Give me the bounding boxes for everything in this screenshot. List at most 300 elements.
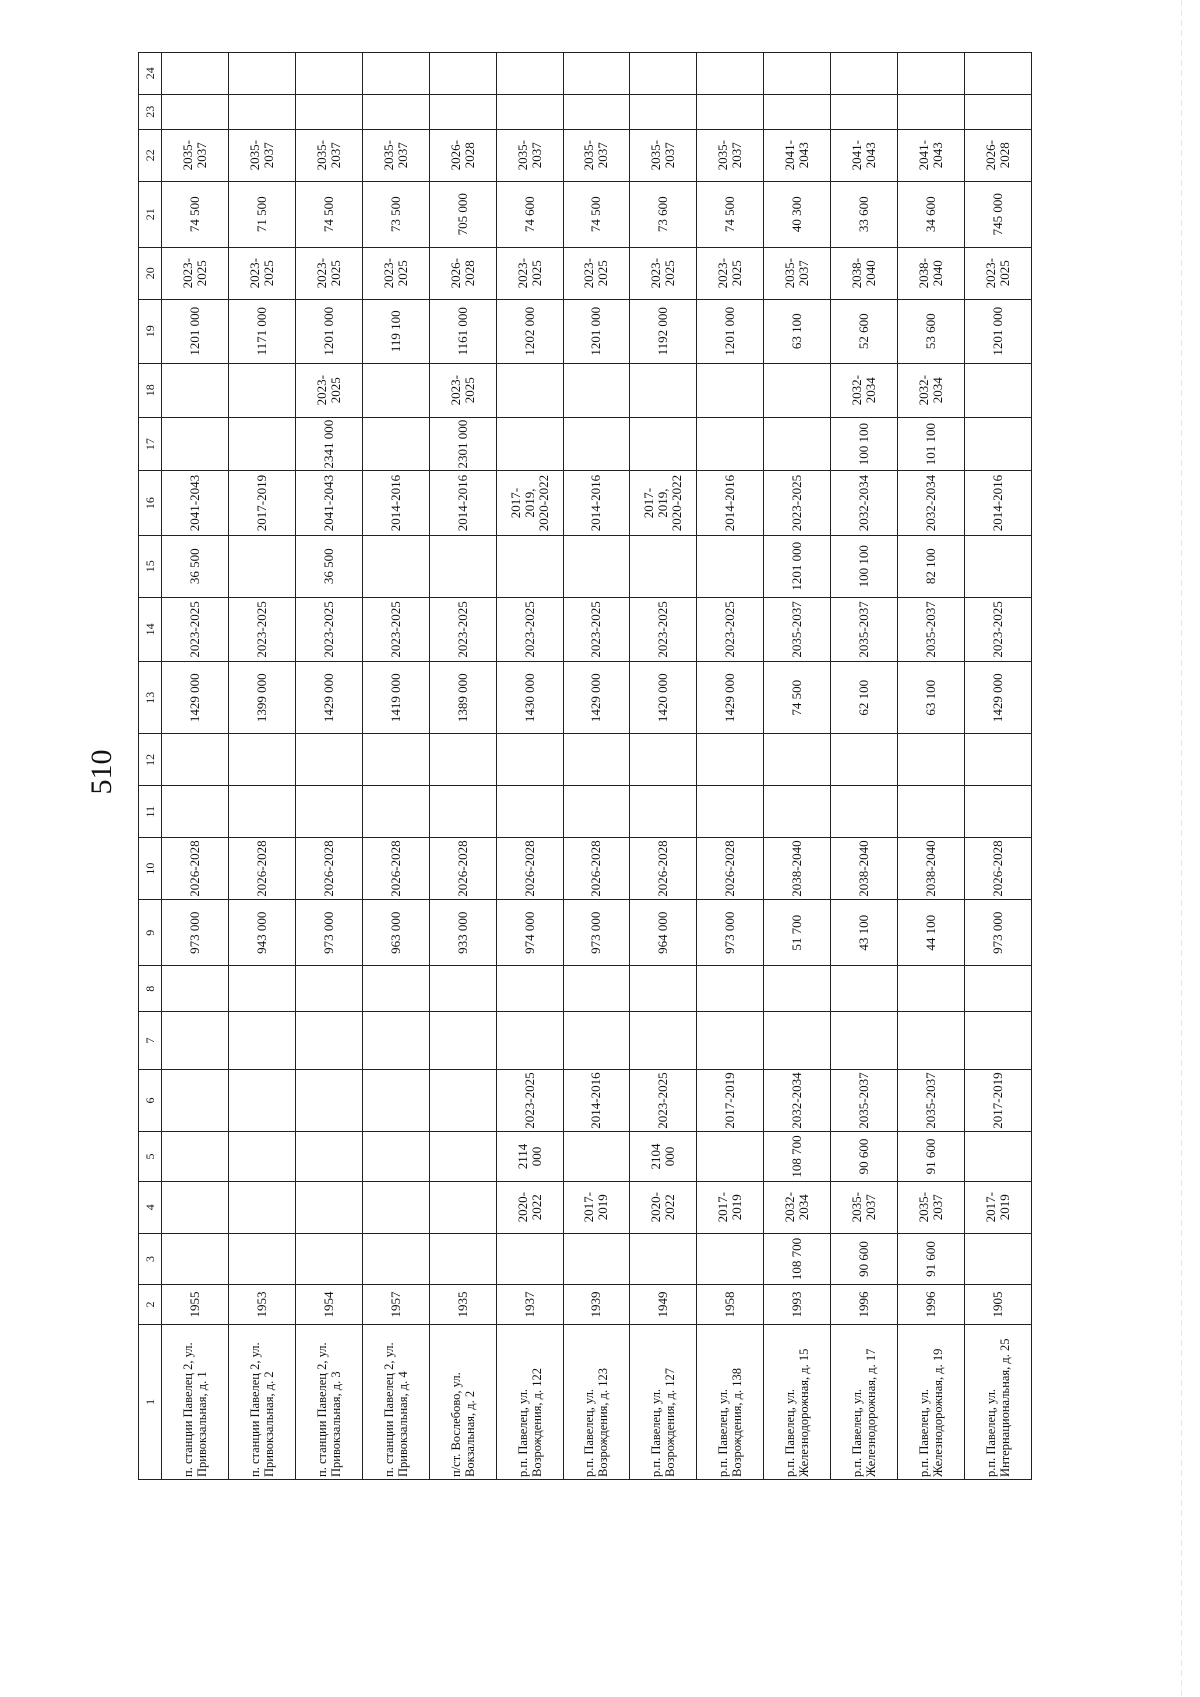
table-cell: [630, 94, 697, 129]
column-header: 6: [139, 1069, 162, 1131]
table-cell: [898, 786, 965, 838]
table-cell: 74 600: [496, 181, 563, 247]
column-header: 16: [139, 471, 162, 535]
table-cell: 2023-2025: [429, 363, 496, 417]
table-cell: [429, 786, 496, 838]
table-cell: 2041-2043: [898, 129, 965, 181]
table-cell: [764, 53, 831, 95]
table-cell: [429, 1132, 496, 1182]
table-cell: 91 600: [898, 1132, 965, 1182]
table-cell: [362, 53, 429, 95]
table-cell: 2035-2037: [697, 129, 764, 181]
table-cell: [496, 786, 563, 838]
table-row: [496, 53, 563, 1480]
table-cell: 2017-2019, 2020-2022: [630, 471, 697, 535]
table-cell: 2038-2040: [764, 838, 831, 900]
table-cell: [965, 1233, 1032, 1285]
table-cell: [898, 734, 965, 786]
table-cell: 74 500: [162, 181, 229, 247]
table-cell: 2035-2037: [362, 129, 429, 181]
table-cell: [630, 786, 697, 838]
table-cell: 52 600: [831, 299, 898, 363]
table-cell: 973 000: [162, 900, 229, 966]
table-cell: 2035-2037: [630, 129, 697, 181]
table-cell: [295, 734, 362, 786]
table-cell: [563, 786, 630, 838]
table-cell: [764, 734, 831, 786]
table-cell: 2023-2025: [295, 597, 362, 661]
address-cell: р.п. Павелец, ул. Железнодорожная, д. 19: [898, 1324, 965, 1479]
table-cell: [697, 786, 764, 838]
table-cell: [362, 786, 429, 838]
table-cell: [362, 1181, 429, 1233]
table-cell: 2023-2025: [965, 597, 1032, 661]
table-row: [697, 53, 764, 1480]
table-cell: [162, 1132, 229, 1182]
table-cell: 2017-2019: [697, 1181, 764, 1233]
table-cell: [965, 734, 1032, 786]
table-cell: 1201 000: [965, 299, 1032, 363]
table-cell: 2035-2037: [831, 597, 898, 661]
table-cell: [630, 417, 697, 471]
table-cell: [295, 1011, 362, 1069]
table-row: [898, 53, 965, 1480]
column-header: 9: [139, 900, 162, 966]
table-cell: 1954: [295, 1285, 362, 1324]
column-header: 18: [139, 363, 162, 417]
table-cell: [697, 417, 764, 471]
table-cell: 2035-2037: [898, 597, 965, 661]
table-cell: 1419 000: [362, 662, 429, 734]
address-cell: р.п. Павелец, ул. Возрождения, д. 138: [697, 1324, 764, 1479]
table-cell: [496, 966, 563, 1012]
table-cell: 63 100: [898, 662, 965, 734]
table-cell: 73 600: [630, 181, 697, 247]
table-cell: 2017-2019: [965, 1069, 1032, 1131]
table-cell: [362, 363, 429, 417]
table-cell: [563, 1132, 630, 1182]
table-cell: 2020-2022: [630, 1181, 697, 1233]
table-cell: 2032-2034: [898, 471, 965, 535]
table-cell: [496, 535, 563, 597]
table-cell: [228, 53, 295, 95]
table-cell: 2026-2028: [965, 838, 1032, 900]
table-cell: 91 600: [898, 1233, 965, 1285]
table-cell: 2023-2025: [496, 247, 563, 299]
table-row: [362, 53, 429, 1480]
table-cell: [831, 734, 898, 786]
table-cell: 705 000: [429, 181, 496, 247]
table-cell: [697, 535, 764, 597]
table-cell: 90 600: [831, 1132, 898, 1182]
table-cell: 1202 000: [496, 299, 563, 363]
table-cell: [295, 1233, 362, 1285]
table-cell: 100 100: [831, 417, 898, 471]
table-cell: [228, 1132, 295, 1182]
table-cell: 2038-2040: [898, 838, 965, 900]
table-cell: [228, 734, 295, 786]
table-cell: 100 100: [831, 535, 898, 597]
table-cell: 1905: [965, 1285, 1032, 1324]
table-cell: 2041-2043: [295, 471, 362, 535]
table-cell: 2035-2037: [162, 129, 229, 181]
table-cell: 2023-2025: [563, 597, 630, 661]
address-cell: р.п. Павелец, ул. Возрождения, д. 127: [630, 1324, 697, 1479]
table-cell: [965, 94, 1032, 129]
table-cell: 2104 000: [630, 1132, 697, 1182]
table-cell: 1958: [697, 1285, 764, 1324]
table-cell: [162, 966, 229, 1012]
table-cell: 1996: [898, 1285, 965, 1324]
address-cell: р.п. Павелец, ул. Интернациональная, д. 25: [965, 1324, 1032, 1479]
page-number: 510: [85, 749, 118, 795]
address-cell: р.п. Павелец, ул. Железнодорожная, д. 15: [764, 1324, 831, 1479]
table-cell: [228, 1011, 295, 1069]
table-cell: 1201 000: [764, 535, 831, 597]
table-container: [138, 52, 1032, 1480]
table-cell: 1957: [362, 1285, 429, 1324]
table-cell: 2017-2019: [697, 1069, 764, 1131]
table-cell: 2038-2040: [831, 247, 898, 299]
column-header: 24: [139, 53, 162, 95]
table-cell: [965, 1011, 1032, 1069]
table-cell: 2032-2034: [764, 1069, 831, 1131]
table-cell: 1420 000: [630, 662, 697, 734]
table-cell: 1935: [429, 1285, 496, 1324]
table-cell: [965, 786, 1032, 838]
table-cell: 933 000: [429, 900, 496, 966]
table-cell: 2032-2034: [831, 363, 898, 417]
table-cell: [496, 417, 563, 471]
table-cell: [697, 363, 764, 417]
table-cell: [764, 966, 831, 1012]
table-cell: 973 000: [697, 900, 764, 966]
table-cell: 2023-2025: [295, 363, 362, 417]
table-cell: [162, 53, 229, 95]
table-cell: 2023-2025: [630, 597, 697, 661]
table-cell: [630, 734, 697, 786]
table-cell: 2023-2025: [563, 247, 630, 299]
table-cell: 2014-2016: [697, 471, 764, 535]
table-cell: 2035-2037: [496, 129, 563, 181]
table-cell: 2035-2037: [831, 1181, 898, 1233]
table-cell: 1161 000: [429, 299, 496, 363]
table-cell: [831, 94, 898, 129]
address-cell: п. станции Павелец 2, ул. Привокзальная, д. 2: [228, 1324, 295, 1479]
table-cell: [630, 1011, 697, 1069]
table-cell: [362, 1011, 429, 1069]
table-cell: 74 500: [563, 181, 630, 247]
table-cell: [898, 966, 965, 1012]
table-cell: [697, 94, 764, 129]
table-cell: 2026-2028: [697, 838, 764, 900]
table-cell: [362, 535, 429, 597]
table-cell: 2023-2025: [630, 1069, 697, 1131]
column-header: 17: [139, 417, 162, 471]
table-cell: 74 500: [295, 181, 362, 247]
table-cell: [496, 94, 563, 129]
table-cell: [162, 786, 229, 838]
table-cell: 2035-2037: [831, 1069, 898, 1131]
table-cell: [831, 1011, 898, 1069]
table-row: [563, 53, 630, 1480]
table-cell: 2023-2025: [697, 247, 764, 299]
table-cell: [965, 53, 1032, 95]
table-cell: 973 000: [965, 900, 1032, 966]
table-cell: [162, 1011, 229, 1069]
table-cell: 2026-2028: [362, 838, 429, 900]
table-cell: 2023-2025: [630, 247, 697, 299]
table-cell: [162, 417, 229, 471]
table-cell: [496, 363, 563, 417]
scan-edge-line: [1181, 0, 1182, 1697]
table-cell: 36 500: [295, 535, 362, 597]
address-cell: п. станции Павелец 2, ул. Привокзальная, д. 3: [295, 1324, 362, 1479]
table-cell: 1955: [162, 1285, 229, 1324]
table-cell: 2014-2016: [362, 471, 429, 535]
table-cell: 1430 000: [496, 662, 563, 734]
table-cell: 2017-2019: [563, 1181, 630, 1233]
address-cell: р.п. Павелец, ул. Возрождения, д. 122: [496, 1324, 563, 1479]
table-body: [162, 53, 1032, 1480]
table-row: [831, 53, 898, 1480]
table-cell: [429, 1233, 496, 1285]
table-cell: 2026-2028: [496, 838, 563, 900]
column-header: 5: [139, 1132, 162, 1182]
column-header: 3: [139, 1233, 162, 1285]
table-cell: [162, 94, 229, 129]
table-cell: 51 700: [764, 900, 831, 966]
column-header: 8: [139, 966, 162, 1012]
table-cell: 74 500: [764, 662, 831, 734]
table-cell: 2014-2016: [563, 1069, 630, 1131]
table-cell: [295, 966, 362, 1012]
column-header: 1: [139, 1324, 162, 1479]
table-cell: [630, 1233, 697, 1285]
table-cell: [563, 1233, 630, 1285]
table-cell: [362, 1069, 429, 1131]
table-cell: 2035-2037: [228, 129, 295, 181]
table-cell: [563, 966, 630, 1012]
table-cell: 1429 000: [295, 662, 362, 734]
table-cell: 2023-2025: [228, 247, 295, 299]
table-cell: [831, 966, 898, 1012]
table-cell: [965, 535, 1032, 597]
table-cell: 2026-2028: [965, 129, 1032, 181]
table-cell: 1429 000: [563, 662, 630, 734]
table-cell: 43 100: [831, 900, 898, 966]
column-header: 10: [139, 838, 162, 900]
table-cell: [697, 1011, 764, 1069]
table-row: [162, 53, 229, 1480]
table-cell: [362, 1233, 429, 1285]
table-cell: 2023-2025: [496, 597, 563, 661]
table-cell: [697, 53, 764, 95]
table-cell: [898, 94, 965, 129]
table-cell: 119 100: [362, 299, 429, 363]
table-cell: [429, 734, 496, 786]
table-row: [429, 53, 496, 1480]
table-row: [228, 53, 295, 1480]
table-cell: [630, 363, 697, 417]
table-cell: [429, 1011, 496, 1069]
table-cell: 74 500: [697, 181, 764, 247]
table-cell: 2023-2025: [496, 1069, 563, 1131]
table-cell: [496, 53, 563, 95]
table-cell: [228, 363, 295, 417]
table-cell: 36 500: [162, 535, 229, 597]
table-cell: 2023-2025: [362, 597, 429, 661]
table-cell: 2035-2037: [898, 1069, 965, 1131]
table-cell: 2038-2040: [831, 838, 898, 900]
table-cell: 963 000: [362, 900, 429, 966]
table-cell: [764, 363, 831, 417]
table-cell: [429, 1069, 496, 1131]
table-cell: 2026-2028: [429, 838, 496, 900]
table-cell: [362, 966, 429, 1012]
table-cell: 71 500: [228, 181, 295, 247]
table-cell: 63 100: [764, 299, 831, 363]
table-cell: 2017-2019, 2020-2022: [496, 471, 563, 535]
table-cell: 2023-2025: [162, 597, 229, 661]
table-cell: 745 000: [965, 181, 1032, 247]
table-cell: 33 600: [831, 181, 898, 247]
table-cell: 1429 000: [697, 662, 764, 734]
column-header: 14: [139, 597, 162, 661]
address-cell: р.п. Павелец, ул. Возрождения, д. 123: [563, 1324, 630, 1479]
column-header: 21: [139, 181, 162, 247]
column-header: 20: [139, 247, 162, 299]
table-cell: 2026-2028: [295, 838, 362, 900]
table-cell: 2035-2037: [563, 129, 630, 181]
table-cell: [228, 1233, 295, 1285]
table-cell: 1399 000: [228, 662, 295, 734]
table-cell: [162, 734, 229, 786]
table-cell: 1171 000: [228, 299, 295, 363]
table-cell: 2023-2025: [429, 597, 496, 661]
table-cell: 1429 000: [162, 662, 229, 734]
table-row: [965, 53, 1032, 1480]
table-cell: 2023-2025: [362, 247, 429, 299]
table-cell: [764, 417, 831, 471]
table-cell: 2035-2037: [764, 597, 831, 661]
table-cell: [429, 1181, 496, 1233]
table-cell: 2041-2043: [162, 471, 229, 535]
table-cell: 964 000: [630, 900, 697, 966]
table-cell: 2023-2025: [295, 247, 362, 299]
table-cell: 2032-2034: [898, 363, 965, 417]
table-cell: [831, 53, 898, 95]
address-cell: п. станции Павелец 2, ул. Привокзальная, д. 1: [162, 1324, 229, 1479]
table-cell: [563, 53, 630, 95]
table-cell: 1996: [831, 1285, 898, 1324]
table-cell: 2032-2034: [831, 471, 898, 535]
table-cell: 2014-2016: [429, 471, 496, 535]
table-cell: 34 600: [898, 181, 965, 247]
address-cell: п/ст. Вослебово, ул. Вокзальная, д. 2: [429, 1324, 496, 1479]
table-cell: 2114 000: [496, 1132, 563, 1182]
table-cell: 2341 000: [295, 417, 362, 471]
table-cell: [563, 734, 630, 786]
table-cell: 108 700: [764, 1132, 831, 1182]
table-cell: 2017-2019: [228, 471, 295, 535]
table-cell: 2023-2025: [228, 597, 295, 661]
table-cell: [563, 94, 630, 129]
table-cell: [496, 734, 563, 786]
table-cell: [965, 1132, 1032, 1182]
column-header: 13: [139, 662, 162, 734]
table-cell: [898, 53, 965, 95]
column-header: 12: [139, 734, 162, 786]
column-header: 23: [139, 94, 162, 129]
table-cell: [965, 363, 1032, 417]
table-cell: 2038-2040: [898, 247, 965, 299]
table-cell: 1937: [496, 1285, 563, 1324]
table-row: [630, 53, 697, 1480]
table-cell: 2035-2037: [764, 247, 831, 299]
table-row: [764, 53, 831, 1480]
table-cell: 73 500: [362, 181, 429, 247]
table-cell: 44 100: [898, 900, 965, 966]
table-cell: 2020-2022: [496, 1181, 563, 1233]
table-cell: 53 600: [898, 299, 965, 363]
table-cell: 2026-2028: [429, 247, 496, 299]
table-cell: 2041-2043: [831, 129, 898, 181]
table-cell: [228, 1181, 295, 1233]
table-cell: [228, 786, 295, 838]
table-cell: [697, 966, 764, 1012]
table-cell: [563, 535, 630, 597]
table-cell: [295, 94, 362, 129]
table-cell: [295, 1132, 362, 1182]
table-cell: [362, 417, 429, 471]
table-cell: 974 000: [496, 900, 563, 966]
column-header: 15: [139, 535, 162, 597]
header-row: [139, 53, 162, 1480]
table-cell: 108 700: [764, 1233, 831, 1285]
table-cell: 1993: [764, 1285, 831, 1324]
column-header: 19: [139, 299, 162, 363]
data-table: [138, 52, 1032, 1480]
table-cell: [764, 1011, 831, 1069]
table-cell: 2023-2025: [697, 597, 764, 661]
table-cell: 90 600: [831, 1233, 898, 1285]
table-cell: 2023-2025: [162, 247, 229, 299]
table-cell: 973 000: [295, 900, 362, 966]
address-cell: р.п. Павелец, ул. Железнодорожная, д. 17: [831, 1324, 898, 1479]
table-cell: [228, 535, 295, 597]
table-cell: [295, 786, 362, 838]
table-cell: 2026-2028: [429, 129, 496, 181]
table-cell: 1939: [563, 1285, 630, 1324]
table-cell: [496, 1011, 563, 1069]
table-cell: 62 100: [831, 662, 898, 734]
table-cell: 2035-2037: [295, 129, 362, 181]
table-cell: 2026-2028: [563, 838, 630, 900]
table-cell: 943 000: [228, 900, 295, 966]
table-cell: 1201 000: [162, 299, 229, 363]
column-header: 4: [139, 1181, 162, 1233]
table-cell: [228, 966, 295, 1012]
table-cell: [295, 53, 362, 95]
column-header: 2: [139, 1285, 162, 1324]
table-cell: [965, 966, 1032, 1012]
table-cell: 2026-2028: [228, 838, 295, 900]
table-cell: [496, 1233, 563, 1285]
column-header: 11: [139, 786, 162, 838]
table-cell: 2026-2028: [630, 838, 697, 900]
table-cell: 82 100: [898, 535, 965, 597]
